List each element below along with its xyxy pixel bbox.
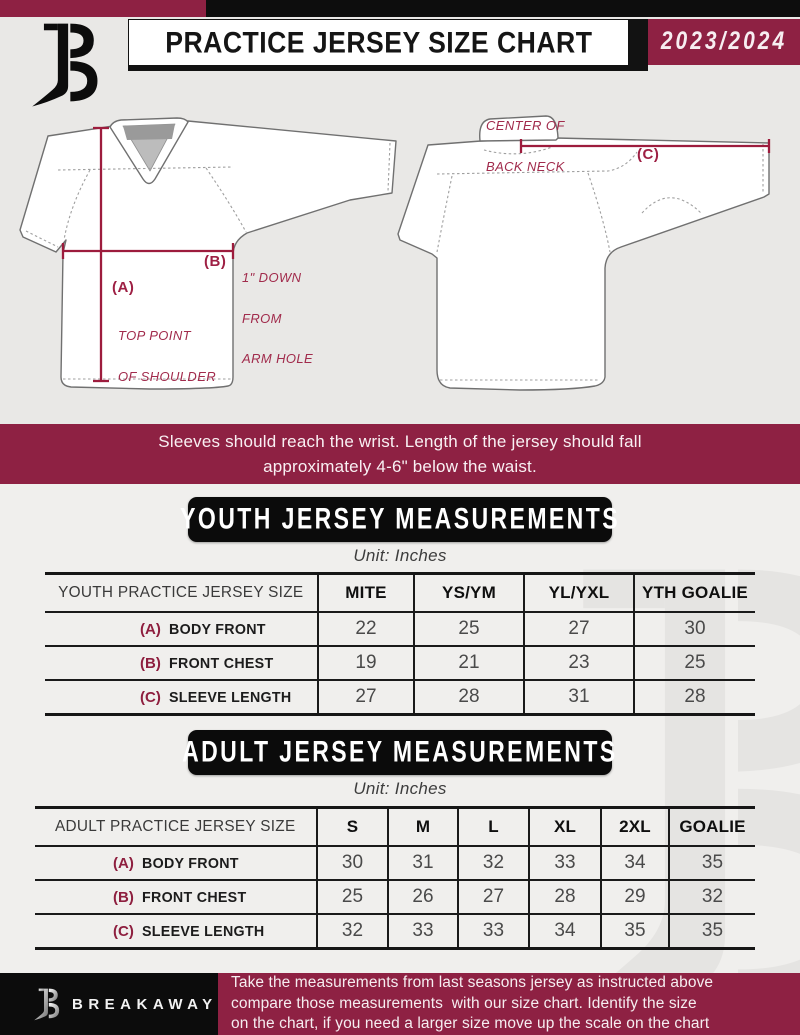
- adult-unit-label: Unit: Inches: [353, 779, 447, 798]
- cell-value: 35: [600, 915, 668, 947]
- cell-value: 22: [317, 613, 413, 645]
- cell-value: 27: [317, 681, 413, 713]
- cell-value: 23: [523, 647, 633, 679]
- top-bar-accent: [0, 0, 206, 17]
- table-row: [35, 913, 755, 947]
- cell-value: 34: [528, 915, 600, 947]
- row-key: (C): [140, 688, 161, 706]
- adult-col-header-xl: XL: [528, 809, 600, 845]
- adult-table-header-row: [35, 809, 755, 845]
- notice-line2: approximately 4-6" below the waist.: [263, 457, 537, 476]
- note-a-line2: OF SHOULDER: [118, 368, 217, 384]
- cell-value: 25: [413, 613, 523, 645]
- youth-col-header-goalie: YTH GOALIE: [633, 575, 755, 611]
- season-label: 2023/2024: [660, 27, 788, 55]
- table-row: [45, 679, 755, 713]
- adult-col-header-goalie: GOALIE: [668, 809, 755, 845]
- cell-value: 30: [633, 613, 755, 645]
- adult-col-header-s: S: [316, 809, 387, 845]
- cell-value: 35: [668, 915, 755, 947]
- cell-value: 28: [633, 681, 755, 713]
- season-badge: [648, 19, 800, 65]
- note-a-line1: TOP POINT: [118, 328, 191, 343]
- footer-note: [218, 973, 800, 1035]
- row-key: (A): [140, 620, 161, 638]
- row-label-body-front: [45, 613, 317, 645]
- row-name: SLEEVE LENGTH: [168, 688, 292, 706]
- row-label-sleeve-length: [45, 681, 317, 713]
- cell-value: 29: [600, 881, 668, 913]
- youth-section-title: [180, 497, 620, 542]
- cell-value: 27: [457, 881, 528, 913]
- cell-value: 32: [316, 915, 387, 947]
- title-box: [128, 19, 648, 71]
- youth-unit-label: Unit: Inches: [353, 546, 447, 565]
- row-key: (B): [140, 654, 161, 672]
- page-title: PRACTICE JERSEY SIZE CHART: [164, 25, 593, 59]
- adult-section-title: [182, 730, 618, 775]
- youth-table-header-row: [45, 575, 755, 611]
- footer-note-line1: Take the measurements from last seasons jersey as instructed above: [231, 974, 714, 992]
- measurement-note-b: [242, 244, 313, 393]
- cell-value: 32: [457, 847, 528, 879]
- cell-value: 35: [668, 847, 755, 879]
- cell-value: 25: [633, 647, 755, 679]
- measurement-label-c: (C): [637, 146, 660, 163]
- footer-brand-logo-icon: [32, 987, 60, 1021]
- cell-value: 26: [387, 881, 457, 913]
- adult-col-header-l: L: [457, 809, 528, 845]
- cell-value: 28: [528, 881, 600, 913]
- row-name: FRONT CHEST: [168, 654, 274, 672]
- table-row: [35, 879, 755, 913]
- cell-value: 32: [668, 881, 755, 913]
- cell-value: 31: [523, 681, 633, 713]
- row-key: (A): [113, 854, 134, 872]
- notice-line1: Sleeves should reach the wrist. Length of the jersey should fall: [158, 432, 642, 451]
- cell-value: 31: [387, 847, 457, 879]
- cell-value: 33: [457, 915, 528, 947]
- footer-note-line2: compare those measurements with our size chart. Identify the size: [231, 994, 697, 1012]
- adult-col-header-m: M: [387, 809, 457, 845]
- table-row: [45, 645, 755, 679]
- adult-title-text: ADULT JERSEY MEASUREMENTS: [182, 735, 618, 769]
- youth-col-header-ylyxl: YL/YXL: [523, 575, 633, 611]
- row-label-front-chest: [45, 647, 317, 679]
- measurement-note-c: [486, 92, 565, 200]
- row-name: SLEEVE LENGTH: [141, 922, 265, 940]
- row-label-front-chest: [35, 881, 316, 913]
- row-label-sleeve-length: [35, 915, 316, 947]
- footer-brand-block: [0, 973, 218, 1035]
- cell-value: 34: [600, 847, 668, 879]
- adult-size-table: [35, 806, 755, 950]
- youth-col-header-mite: MITE: [317, 575, 413, 611]
- footer-brand-name: BREAKAWAY: [72, 995, 218, 1013]
- cell-value: 19: [317, 647, 413, 679]
- note-c-line1: CENTER OF: [486, 118, 565, 133]
- row-key: (B): [113, 888, 134, 906]
- cell-value: 33: [387, 915, 457, 947]
- adult-col-header-2xl: 2XL: [600, 809, 668, 845]
- row-name: BODY FRONT: [141, 854, 239, 872]
- cell-value: 21: [413, 647, 523, 679]
- measurement-label-a: (A): [112, 279, 135, 296]
- cell-value: 33: [528, 847, 600, 879]
- adult-col-header-size: ADULT PRACTICE JERSEY SIZE: [55, 818, 296, 835]
- cell-value: 30: [316, 847, 387, 879]
- note-b-line3: ARM HOLE: [242, 351, 314, 366]
- note-b-line1: 1" DOWN: [242, 270, 302, 285]
- measurement-label-b: (B): [204, 253, 227, 270]
- youth-col-header-ysym: YS/YM: [413, 575, 523, 611]
- row-label-body-front: [35, 847, 316, 879]
- cell-value: 25: [316, 881, 387, 913]
- youth-size-table: [45, 572, 755, 716]
- cell-value: 28: [413, 681, 523, 713]
- measurement-note-a: [118, 302, 216, 410]
- row-key: (C): [113, 922, 134, 940]
- cell-value: 27: [523, 613, 633, 645]
- table-row: [35, 845, 755, 879]
- footer-note-line3: on the chart, if you need a larger size move up the scale on the chart: [231, 1015, 710, 1033]
- note-b-line2: FROM: [242, 310, 282, 326]
- note-c-line2: BACK NECK: [486, 158, 565, 174]
- table-row: [45, 611, 755, 645]
- row-name: FRONT CHEST: [141, 888, 247, 906]
- row-name: BODY FRONT: [168, 620, 266, 638]
- notice-banner: [0, 424, 800, 484]
- youth-col-header-size: YOUTH PRACTICE JERSEY SIZE: [58, 584, 304, 601]
- youth-title-text: YOUTH JERSEY MEASUREMENTS: [180, 502, 620, 536]
- jersey-back-diagram: [398, 116, 769, 390]
